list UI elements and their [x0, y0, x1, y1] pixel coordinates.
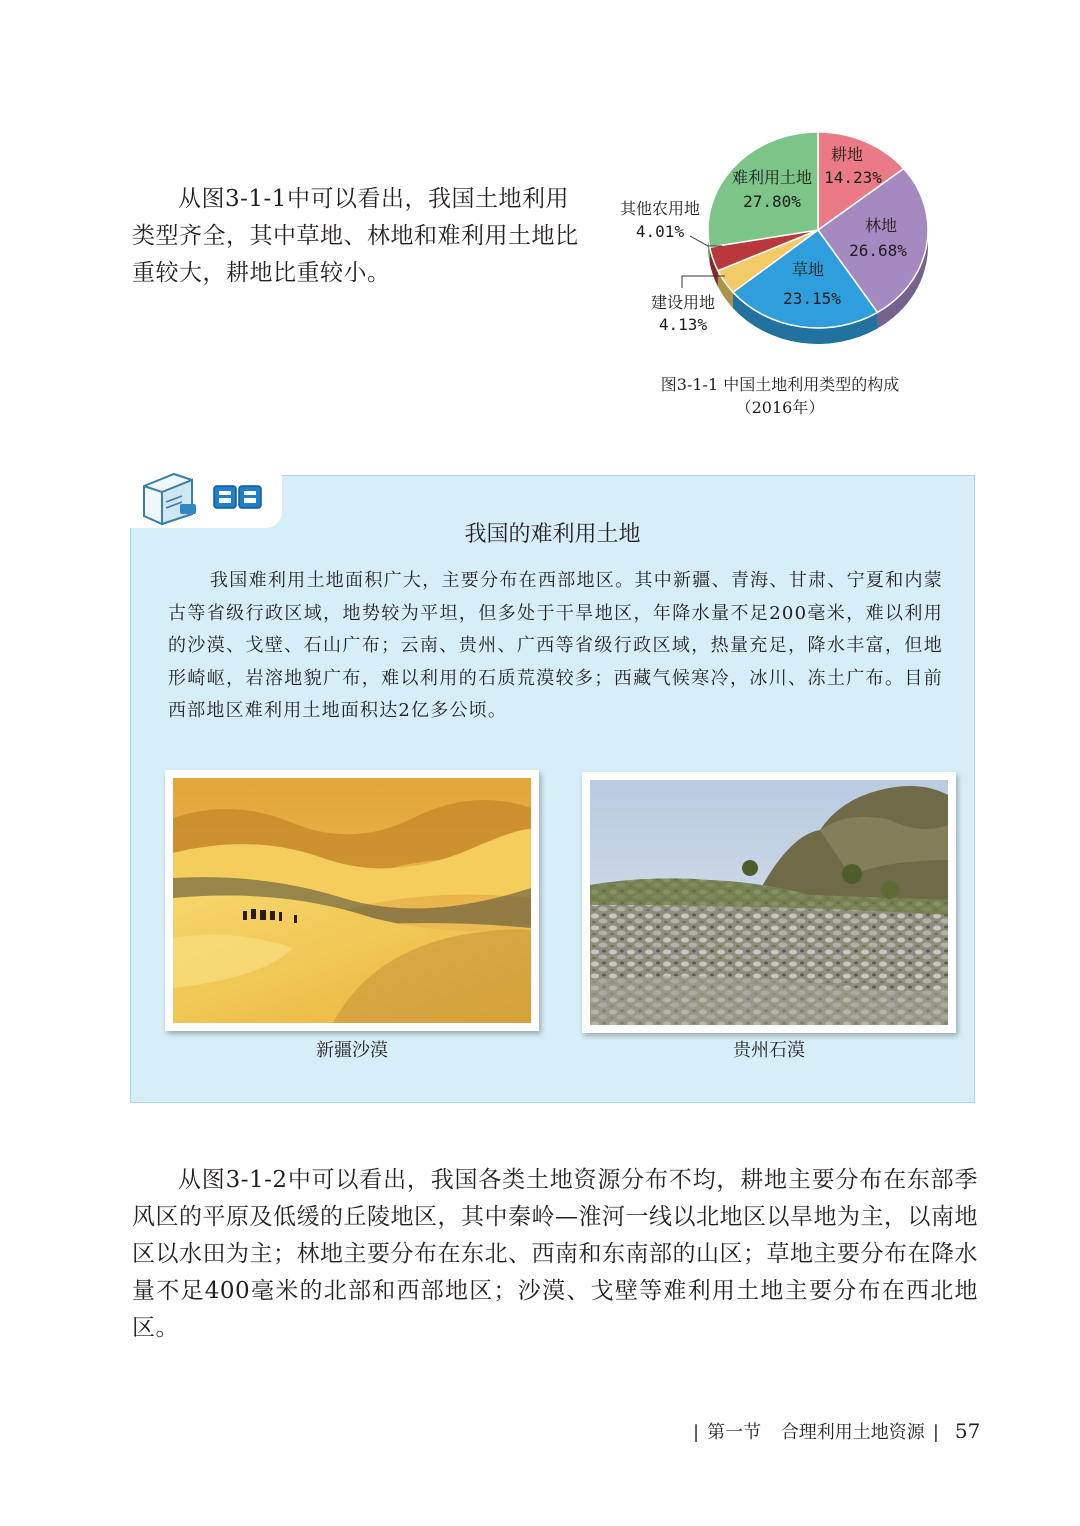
- guizhou-stone-desert-photo: [582, 772, 956, 1033]
- figure-caption-year: （2016年）: [735, 398, 825, 417]
- slice-value-cropland: 14.23%: [824, 168, 882, 187]
- main-paragraph: 从图3-1-2中可以看出，我国各类土地资源分布不均，耕地主要分布在东部季风区的平原及低缓的丘陵地区，其中秦岭—淮河一线以北地区以旱地为主，以南地区以水田为主；林地主要分布在东北、西南和东南部的山区；草地主要分布在降水量不足400毫米的北部和西部地区；沙漠、戈壁等难利用土地主要分布在西北地区。: [132, 1167, 978, 1341]
- slice-label-construction: 建设用地: [650, 293, 716, 312]
- photo-caption-xinjiang: 新疆沙漠: [316, 1040, 388, 1061]
- footer-separator: |: [932, 1422, 939, 1443]
- page-footer: [685, 1418, 980, 1444]
- reading-box-title: 我国的难利用土地: [464, 522, 641, 547]
- slice-label-cropland: 耕地: [830, 145, 864, 164]
- intro-paragraph: 从图3-1-1中可以看出，我国土地利用类型齐全，其中草地、林地和难利用土地比重较大，耕地比重较小。: [132, 186, 579, 286]
- slice-label-other-farmland: 其他农用地: [619, 199, 701, 218]
- figure-caption: [600, 373, 960, 419]
- slice-value-forest: 26.68%: [849, 241, 907, 260]
- slice-value-construction: 4.13%: [658, 315, 708, 334]
- footer-chapter-title: 合理利用土地资源: [780, 1422, 925, 1443]
- pie-slice-5: [708, 132, 818, 247]
- slice-value-unusable: 27.80%: [743, 192, 801, 211]
- photo-caption-guizhou: 贵州石漠: [733, 1040, 805, 1061]
- slice-label-forest: 林地: [864, 216, 898, 235]
- xinjiang-desert-photo: [165, 770, 539, 1031]
- reading-box-paragraph: 我国难利用土地面积广大，主要分布在西部地区。其中新疆、青海、甘肃、宁夏和内蒙古等省级行政区域，地势较为平坦，但多处于干旱地区，年降水量不足200毫米，难以利用的沙漠、戈壁、石山广布；云南、贵州、广西等省级行政区域，热量充足，降水丰富，但地形崎岖，岩溶地貌广布，难以利用的石质荒漠较多；西藏气候寒冷，冰川、冻土广布。目前西部地区难利用土地面积达2亿多公顷。: [168, 570, 943, 721]
- footer-section: 第一节: [707, 1422, 762, 1443]
- figure-caption-title: 图3-1-1 中国土地利用类型的构成: [660, 375, 900, 394]
- slice-label-grassland: 草地: [791, 260, 825, 279]
- page-number: 57: [954, 1419, 981, 1443]
- land-use-pie-chart: [600, 118, 960, 368]
- slice-value-other-farmland: 4.01%: [635, 222, 685, 241]
- slice-value-grassland: 23.15%: [783, 289, 841, 308]
- slice-label-unusable: 难利用土地: [731, 168, 813, 187]
- footer-separator: |: [693, 1422, 700, 1443]
